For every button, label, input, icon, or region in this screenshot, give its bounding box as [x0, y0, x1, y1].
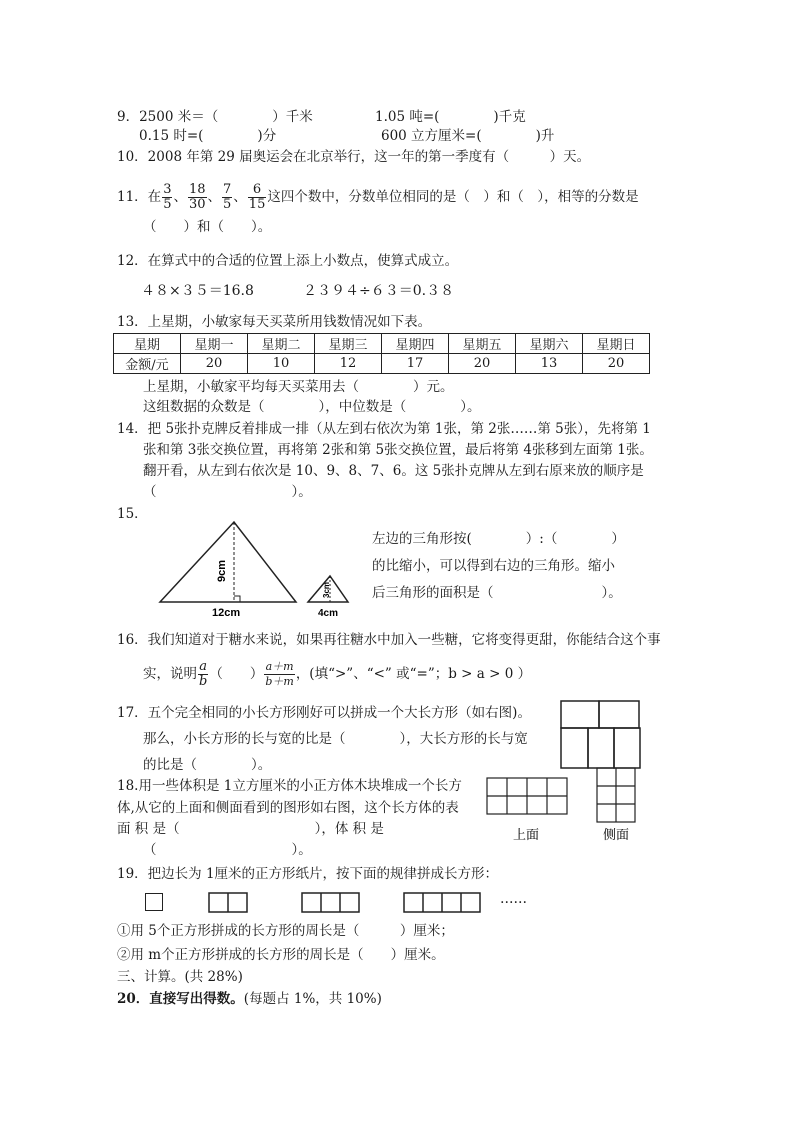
side-view-label: 侧面 — [603, 828, 630, 843]
pattern-ellipsis: …… — [500, 891, 527, 907]
table-header-cell: 星期六 — [516, 334, 583, 354]
section-3-heading: 三、计算。(共 28%) — [117, 969, 243, 985]
q13-line1: 上星期，小敏家平均每天买菜用去（ ）元。 — [143, 379, 454, 395]
q9-part-a: 9．2500 米＝（ ）千米 — [117, 109, 313, 125]
top-view-grid — [487, 778, 567, 814]
q17-line3: 的比是（ ）。 — [143, 757, 272, 773]
q18-line4: （ ）。 — [143, 842, 312, 858]
small-rect — [561, 701, 599, 728]
small-rect — [561, 728, 588, 768]
q15-line3: 后三角形的面积是（ ）。 — [372, 585, 622, 601]
q18-line1: 18.用一些体积是 1立方厘米的小正方体木块堆成一个长方 — [117, 778, 462, 794]
q19-line1: 19．把边长为 1厘米的正方形纸片，按下面的规律拼成长方形： — [117, 866, 499, 882]
q17-line2: 那么，小长方形的长与宽的比是（ ），大长方形的长与宽 — [143, 731, 528, 747]
q18-line2: 体,从它的上面和侧面看到的图形如右图，这个长方体的表 — [117, 800, 459, 816]
fraction-6-15: $\frac{6}{15}$ — [248, 182, 266, 212]
q12-equation-1: ４８×３５＝16.8 — [141, 283, 254, 299]
table-cell: 20 — [181, 354, 248, 374]
pattern-3-squares — [302, 893, 359, 912]
big-height-label: 9cm — [216, 559, 228, 582]
small-base-label: 4cm — [318, 608, 339, 619]
table-cell: 13 — [516, 354, 583, 374]
table-cell: 20 — [449, 354, 516, 374]
fraction-3-5: $\frac{3}{5}$ — [163, 182, 172, 212]
q14-line2: 张和第 3张交换位置，再将第 2张和第 5张交换位置，最后将第 4张移到左面第 1张。 — [143, 442, 653, 458]
cube-views-figure — [485, 766, 645, 846]
table-header-cell: 星期三 — [315, 334, 382, 354]
q10-text: 10．2008 年第 29 届奥运会在北京举行，这一年的第一季度有（ ）天。 — [117, 149, 591, 165]
big-triangle — [160, 522, 296, 602]
small-rect — [614, 728, 640, 768]
q19-part-a: ①用 5个正方形拼成的长方形的周长是（ ）厘米； — [117, 923, 454, 939]
fraction-18-30: $\frac{18}{30}$ — [188, 182, 206, 212]
fraction-7-5: $\frac{7}{5}$ — [223, 182, 232, 212]
q17-line1: 17．五个完全相同的小长方形刚好可以拼成一个大长方形（如右图)。 — [117, 705, 531, 721]
table-header-cell: 星期日 — [583, 334, 650, 354]
q14-line3: 翻开看，从左到右依次是 10、9、8、7、6。这 5张扑克牌从左到右原来放的顺序是 — [143, 463, 644, 479]
table-row — [114, 354, 650, 374]
table-header-cell: 星期五 — [449, 334, 516, 354]
table-header-cell: 星期二 — [248, 334, 315, 354]
q9-part-b: 1.05 吨=( )千克 — [375, 109, 526, 125]
side-view-grid — [597, 768, 635, 822]
q15-line2: 的比缩小，可以得到右边的三角形。缩小 — [372, 558, 615, 574]
q9-part-d: 600 立方厘米=( )升 — [381, 128, 555, 144]
top-view-label: 上面 — [513, 828, 540, 843]
table-cell: 12 — [315, 354, 382, 374]
small-height-label: 3cm — [322, 581, 331, 598]
q13-text: 13．上星期，小敏家每天买菜所用钱数情况如下表。 — [117, 314, 432, 330]
q11-line2: （ ）和（ ）。 — [143, 219, 272, 235]
q13-line2: 这组数据的众数是（ ），中位数是（ ）。 — [143, 399, 481, 415]
table-header-cell: 星期一 — [181, 334, 248, 354]
fraction-am-bm: $\frac{a+m}{b+m}$ — [265, 660, 294, 688]
pattern-2-squares — [209, 893, 247, 912]
rectangles-figure — [558, 699, 644, 771]
q14-line4: （ ）。 — [143, 484, 312, 500]
table-header-row — [114, 334, 650, 354]
q18-line3: 面 积 是（ ），体 积 是 — [117, 821, 384, 837]
pattern-1-square — [145, 893, 163, 911]
q9-part-c: 0.15 时=( )分 — [139, 128, 277, 144]
q12-text: 12．在算式中的合适的位置上添上小数点，使算式成立。 — [117, 253, 459, 269]
big-base-label: 12cm — [212, 607, 241, 619]
q16-line1: 16．我们知道对于糖水来说，如果再往糖水中加入一些糖，它将变得更甜，你能结合这个事 — [117, 632, 661, 648]
fraction-a-b: $\frac{a}{b}$ — [199, 659, 208, 689]
q19-part-b: ②用 m个正方形拼成的长方形的周长是（ ）厘米。 — [117, 947, 445, 963]
spending-table — [113, 333, 650, 374]
q11-line1: 11．在 $\frac{3}{5}$ 、 $\frac{18}{30}$ 、 $\frac{7}{5}$ 、 $\frac{6}{15}$ 这四个数中，分数单位相同的是（ ）和（ ），相等的分数是 — [117, 182, 639, 212]
q20-heading: 20．直接写出得数。(每题占 1%，共 10%) — [117, 991, 382, 1007]
q12-equation-2: ２３９４÷６３＝0.３８ — [303, 283, 455, 299]
table-cell: 10 — [248, 354, 315, 374]
big-right-angle-mark — [234, 596, 240, 602]
small-rect — [599, 701, 639, 728]
table-header-cell: 星期四 — [382, 334, 449, 354]
q14-line1: 14．把 5张扑克牌反着排成一排（从左到右依次为第 1张，第 2张……第 5张），先将第 1 — [117, 421, 651, 437]
q15-line1: 左边的三角形按( ）:（ ） — [372, 531, 625, 547]
table-cell: 20 — [583, 354, 650, 374]
triangle-figures — [150, 518, 360, 622]
table-row-label: 金额/元 — [114, 354, 181, 374]
table-cell: 17 — [382, 354, 449, 374]
square-patterns — [208, 892, 508, 914]
pattern-4-squares — [404, 893, 480, 912]
table-header-cell: 星期 — [114, 334, 181, 354]
q15-label: 15． — [117, 506, 148, 522]
small-rect — [588, 728, 614, 768]
q16-line2: 实，说明 $\frac{a}{b}$ （ ） $\frac{a+m}{b+m}$ ，(填“>”、“<” 或“=”；b > a > 0 ） — [143, 659, 532, 689]
